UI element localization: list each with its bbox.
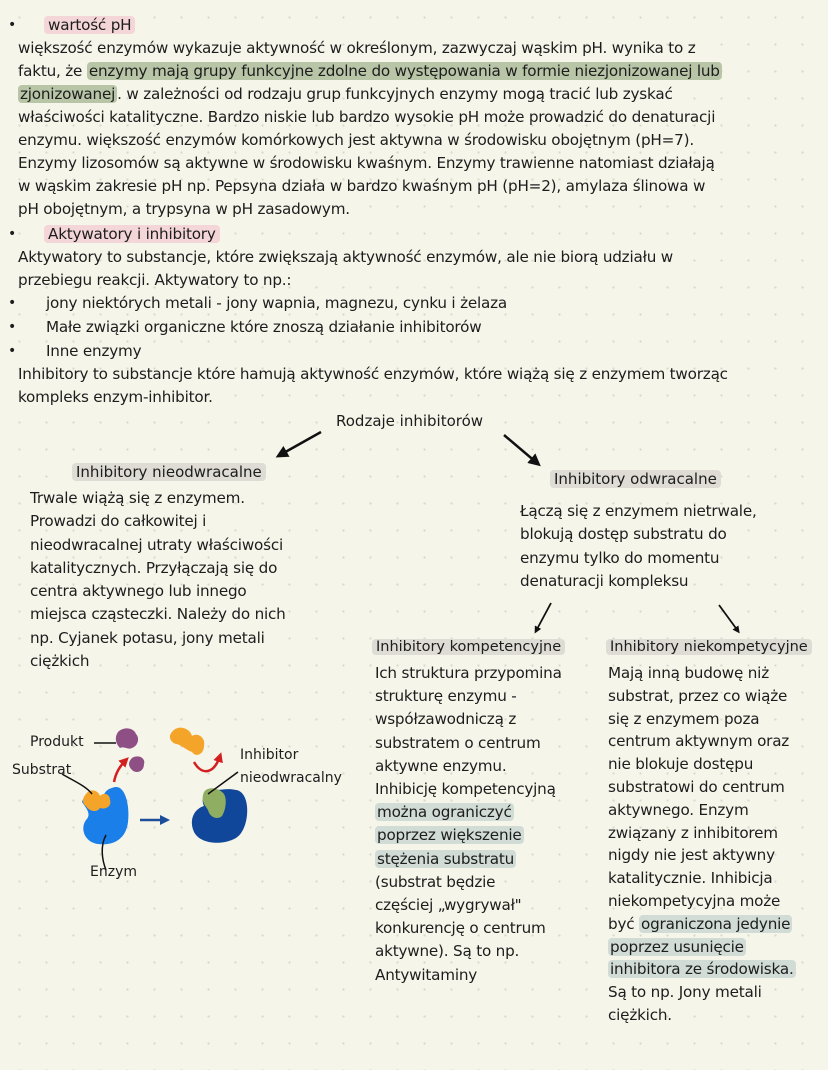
paragraph-line: pH obojętnym, a trypsyna w pH zasadowym. [18,200,350,218]
competitive-title: Inhibitory kompetencyjne [372,639,565,655]
product-icon [116,728,138,748]
paragraph-line: kompleks enzym-inhibitor. [18,388,213,406]
product-label: Produkt [30,734,84,750]
paragraph-line: Inhibitory to substancje które hamują aktywność enzymów, które wiążą się z enzymem tworząc [18,365,728,383]
section-ph-heading: wartość pH [44,14,135,36]
irreversible-description: Trwale wiążą się z enzymem. Prowadzi do całkowitej i nieodwracalnej utraty właściwości katalitycznych. Przyłączają się do centra aktywnego lub innego miejsca cząsteczki. Należy do nich np. Cyjanek potasu, jony metali ciężkich [30,489,286,671]
bullet-icon: • [8,319,17,335]
competitive-description: Ich struktura przypomina strukturę enzymu - współzawodniczą z substratem o centrum aktywne enzymu. Inhibicję kompetencyjną można ograniczyć poprzez większenie stężenia substratu (substrat będzie częściej „wygrywał" konkurencję o centrum aktywne). Są to np. Antywitaminy [375,664,562,984]
bullet-icon: • [8,343,17,359]
bullet-icon: • [8,226,17,242]
reversible-description: Łączą się z enzymem nietrwale, blokują dostęp substratu do enzymu tylko do momentu denaturacji kompleksu [520,502,757,590]
paragraph-line: enzymu. większość enzymów komórkowych jest aktywna w środowisku obojętnym (pH=7). [18,131,694,149]
bullet-icon: • [8,17,17,33]
section-activators-heading: Aktywatory i inhibitory [44,223,220,245]
inhibitor-label: Inhibitor [240,747,299,763]
noncompetitive-description: Mają inną budowę niż substrat, przez co wiąże się z enzymem poza centrum aktywnym oraz nie blokuje dostępu substratowi do centrum aktywnego. Enzym związany z inhibitorem nigdy nie jest aktywny katalitycznie. Inhibicja niekompetycyjna może być ograniczona jedynie poprzez usunięcie inhibitora ze środowiska. Są to np. Jony metali ciężkich. [608,664,794,1024]
list-item: Inne enzymy [46,342,142,360]
paragraph-line: faktu, że enzymy mają grupy funkcyjne zdolne do występowania w formie niezjonizowanej lub [18,62,720,80]
diagram-root-title: Rodzaje inhibitorów [336,412,484,430]
paragraph-line: właściwości katalityczne. Bardzo niskie lub bardzo wysokie pH może prowadzić do denaturacji [18,108,716,126]
bullet-icon: • [8,295,17,311]
paragraph-line: Aktywatory to substancje, które zwiększają aktywność enzymów, ale nie biorą udziału w [18,248,673,266]
noncompetitive-title: Inhibitory niekompetycyjne [606,639,812,655]
substrate-label: Substrat [12,762,72,778]
paragraph-line: większość enzymów wykazuje aktywność w określonym, zazwyczaj wąskim pH. wynika to z [18,39,696,57]
substrate-icon [170,728,204,755]
enzyme-label: Enzym [90,864,137,880]
paragraph-line: zjonizowanej . w zależności od rodzaju grup funkcyjnych enzymy mogą tracić lub zyskać [20,85,673,103]
irreversible-title: Inhibitory nieodwracalne [72,463,266,481]
paragraph-line: przebiegu reakcji. Aktywatory to np.: [18,271,292,289]
list-item: jony niektórych metali - jony wapnia, magnezu, cynku i żelaza [46,294,508,312]
reversible-title: Inhibitory odwracalne [550,470,721,488]
inhibitor-label-line2: nieodwracalny [240,770,342,786]
list-item: Małe związki organiczne które znoszą działanie inhibitorów [46,318,482,336]
paragraph-line: w wąskim zakresie pH np. Pepsyna działa w bardzo kwaśnym pH (pH=2), amylaza ślinowa w [18,177,706,195]
paragraph-line: Enzymy lizosomów są aktywne w środowisku kwaśnym. Enzymy trawienne natomiast działają [18,154,715,172]
